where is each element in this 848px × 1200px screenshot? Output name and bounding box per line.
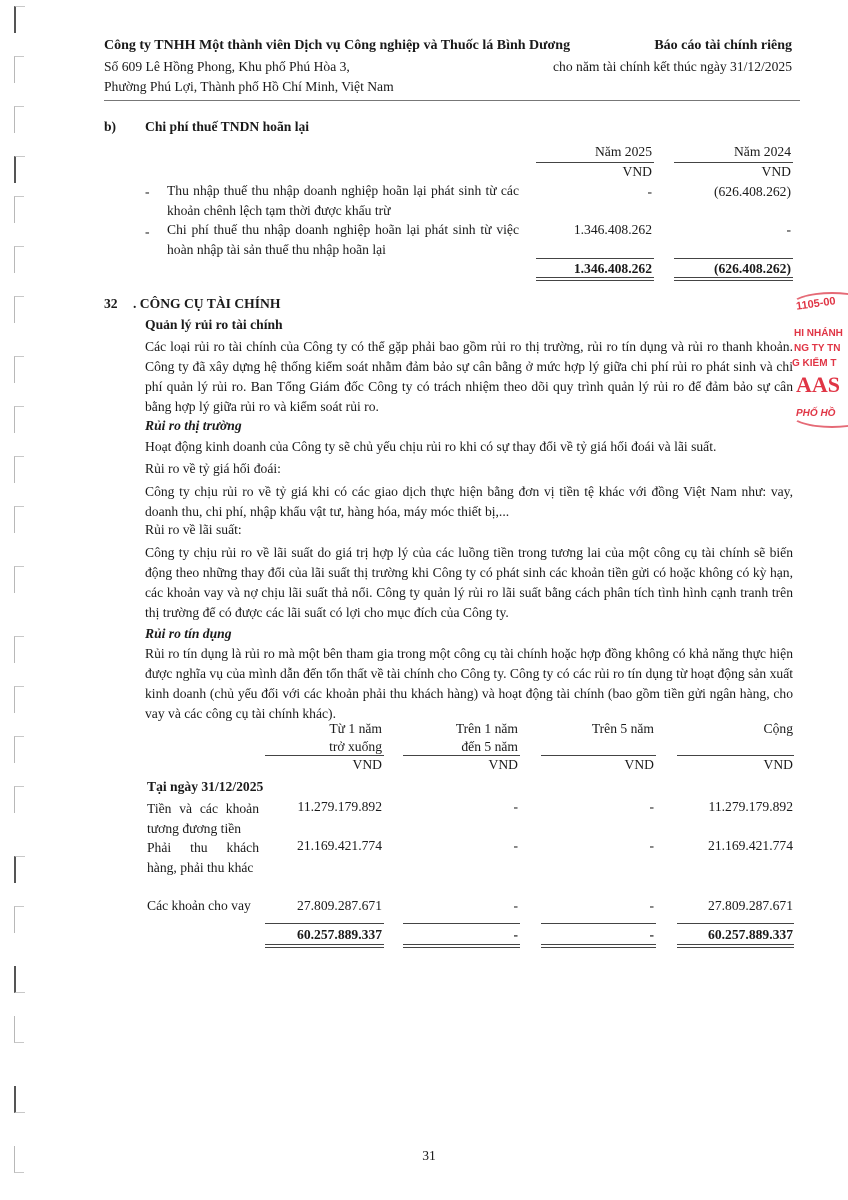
total-double-rule xyxy=(403,944,520,948)
col-header-underline xyxy=(536,162,654,163)
company-name: Công ty TNHH Một thành viên Dịch vụ Công nghiệp và Thuốc lá Bình Dương xyxy=(104,38,571,53)
total-total: 60.257.889.337 xyxy=(708,927,793,942)
binding-hole-mark xyxy=(14,636,24,663)
date-heading: Tại ngày 31/12/2025 xyxy=(147,779,264,794)
col-header-line: đến 5 năm xyxy=(461,739,518,754)
total-double-rule xyxy=(265,944,384,948)
section-b-label: b) xyxy=(104,119,117,134)
col-header-line: Trên 1 năm xyxy=(455,721,518,736)
company-address-line2: Phường Phú Lợi, Thành phố Hồ Chí Minh, Việt Nam xyxy=(104,79,394,94)
binding-hole-mark xyxy=(14,856,25,883)
stamp-text: 1105-00 xyxy=(795,295,837,313)
row-label-line: tương đương tiền xyxy=(147,821,242,836)
report-title: Báo cáo tài chính riêng xyxy=(654,38,792,53)
stamp-text: G KIỂM T xyxy=(792,358,837,369)
market-risk-paragraph: Hoạt động kinh doanh của Công ty sẽ chủ yếu chịu rủi ro khi có sự thay đổi về tỷ giá hối đoái và lãi suất. xyxy=(145,439,717,454)
section-32-number: 32 xyxy=(104,296,118,311)
unit-label: VND xyxy=(624,757,654,772)
cell-total: 11.279.179.892 xyxy=(708,799,793,814)
cell-1-to-5-years: - xyxy=(513,838,518,853)
col-header-2025: Năm 2025 xyxy=(594,144,652,159)
unit-2024: VND xyxy=(761,164,791,179)
col-header-underline xyxy=(265,755,384,756)
row-description: Thu nhập thuế thu nhập doanh nghiệp hoãn lại phát sinh từ các khoản chênh lệch tạm thời được khấu trừ xyxy=(167,183,519,218)
col-header-line: Cộng xyxy=(763,721,793,736)
col-header-underline xyxy=(677,755,794,756)
unit-label: VND xyxy=(763,757,793,772)
total-over-5-years: - xyxy=(649,927,654,942)
value-2025: - xyxy=(647,184,652,199)
binding-hole-mark xyxy=(14,736,24,763)
total-top-rule xyxy=(677,923,794,924)
total-up-to-1-year: 60.257.889.337 xyxy=(297,927,382,942)
row-label-line: Phải thu khách xyxy=(147,840,259,855)
header-divider xyxy=(104,100,800,101)
stamp-text: PHỐ HỒ xyxy=(796,408,836,419)
cell-up-to-1-year: 21.169.421.774 xyxy=(297,838,382,853)
col-header-2024: Năm 2024 xyxy=(733,144,791,159)
interest-rate-risk-heading: Rủi ro về lãi suất: xyxy=(145,522,242,537)
col-header-underline xyxy=(674,162,793,163)
auditor-stamp xyxy=(790,288,848,438)
binding-hole-mark xyxy=(14,456,24,483)
binding-hole-mark xyxy=(14,106,24,133)
row-label-line: Tiền và các khoản xyxy=(147,801,259,816)
fx-risk-heading: Rủi ro về tỷ giá hối đoái: xyxy=(145,461,281,476)
stamp-text: NG TY TN xyxy=(794,343,841,354)
binding-hole-mark xyxy=(14,196,24,223)
binding-hole-mark xyxy=(14,1086,25,1113)
stamp-text: HI NHÁNH xyxy=(794,328,843,339)
cell-total: 21.169.421.774 xyxy=(708,838,793,853)
row-label: Các khoản cho vay xyxy=(147,898,251,913)
col-header-over-5-years xyxy=(540,720,654,738)
unit-label: VND xyxy=(488,757,518,772)
col-header-total xyxy=(676,720,793,738)
section-b-title: Chi phí thuế TNDN hoãn lại xyxy=(145,119,310,134)
binding-hole-mark xyxy=(14,1016,24,1043)
page-number: 31 xyxy=(422,1148,436,1163)
cell-1-to-5-years: - xyxy=(513,898,518,913)
value-2024: (626.408.262) xyxy=(713,184,791,199)
binding-hole-mark xyxy=(14,246,24,273)
total-top-rule xyxy=(674,258,793,259)
binding-hole-mark xyxy=(14,56,24,83)
row-label xyxy=(147,799,259,839)
cell-over-5-years: - xyxy=(649,799,654,814)
col-header-line: trở xuống xyxy=(329,739,382,754)
stamp-text: AAS xyxy=(796,372,841,397)
binding-hole-mark xyxy=(14,6,25,33)
col-header-line: Từ 1 năm xyxy=(329,721,382,736)
binding-hole-mark xyxy=(14,686,24,713)
report-period: cho năm tài chính kết thúc ngày 31/12/2025 xyxy=(553,59,792,74)
market-risk-heading: Rủi ro thị trường xyxy=(145,418,242,433)
binding-hole-mark xyxy=(14,406,24,433)
value-2024: - xyxy=(786,222,791,237)
col-header-up-to-1-year xyxy=(264,720,382,756)
total-double-rule xyxy=(677,944,794,948)
section-32-title: . CÔNG CỤ TÀI CHÍNH xyxy=(133,296,281,311)
row-label xyxy=(147,838,259,878)
col-header-underline xyxy=(541,755,656,756)
row-bullet: - xyxy=(145,184,150,199)
risk-management-paragraph: Các loại rủi ro tài chính của Công ty có thể gặp phải bao gồm rủi ro thị trường, rủi ro tín dụng và rủi ro thanh khoản. Công ty đã xây dựng hệ thống kiểm soát nhằm đảm bảo sự cân bằng ở mức hợp lý giữa chi phí rủi ro phát sinh và chi phí quản lý rủi ro. Ban Tổng Giám đốc Công ty có trách nhiệm theo dõi quy trình quản lý rủi ro để đảm bảo sự cân bằng hợp lý giữa rủi ro và kiểm soát rủi ro. xyxy=(145,339,793,414)
col-header-underline xyxy=(403,755,520,756)
binding-hole-mark xyxy=(14,786,24,813)
binding-hole-mark xyxy=(14,356,24,383)
credit-risk-heading: Rủi ro tín dụng xyxy=(145,626,232,641)
credit-risk-paragraph: Rủi ro tín dụng là rủi ro mà một bên tham gia trong một công cụ tài chính hoặc hợp đồng không có khả năng thực hiện được nghĩa vụ của mình dẫn đến tổn thất về tài chính cho Công ty. Công ty có các rủi ro tín dụng từ hoạt động sản xuất kinh doanh (chủ yếu đối với các khoản phải thu khách hàng) và hoạt động tài chính (bao gồm tiền gửi ngân hàng, cho vay và các công cụ tài chính khác). xyxy=(145,646,793,721)
unit-2025: VND xyxy=(622,164,652,179)
total-top-rule xyxy=(265,923,384,924)
row-label-line: hàng, phải thu khác xyxy=(147,860,254,875)
cell-total: 27.809.287.671 xyxy=(708,898,793,913)
total-2025: 1.346.408.262 xyxy=(573,261,652,276)
cell-up-to-1-year: 11.279.179.892 xyxy=(297,799,382,814)
binding-hole-mark xyxy=(14,906,24,933)
binding-hole-mark xyxy=(14,296,24,323)
company-address-line1: Số 609 Lê Hồng Phong, Khu phố Phú Hòa 3, xyxy=(104,59,350,74)
row-description: Chi phí thuế thu nhập doanh nghiệp hoãn lại phát sinh từ việc hoàn nhập tài sản thuế thu nhập hoãn lại xyxy=(167,222,519,257)
binding-hole-mark xyxy=(14,1146,24,1173)
binding-hole-mark xyxy=(14,966,25,993)
col-header-line: Trên 5 năm xyxy=(591,721,654,736)
total-1-to-5-years: - xyxy=(513,927,518,942)
total-top-rule xyxy=(536,258,654,259)
interest-rate-risk-paragraph: Công ty chịu rủi ro về lãi suất do giá trị hợp lý của các luồng tiền trong tương lai của một công cụ tài chính sẽ biến động theo những thay đổi của lãi suất thị trường khi Công ty có phát sinh các khoản tiền gửi có hoặc không có kỳ hạn, các khoản vay và nợ chịu lãi suất thả nổi. Công ty quản lý rủi ro lãi suất bằng cách phân tích tình hình cạnh tranh trên thị trường để có được các lãi suất có lợi cho mục đích của Công ty. xyxy=(145,545,793,620)
binding-hole-mark xyxy=(14,506,24,533)
cell-over-5-years: - xyxy=(649,838,654,853)
total-top-rule xyxy=(403,923,520,924)
row-bullet: - xyxy=(145,224,150,239)
total-double-rule xyxy=(536,277,654,281)
unit-label: VND xyxy=(352,757,382,772)
total-2024: (626.408.262) xyxy=(713,261,791,276)
value-2025: 1.346.408.262 xyxy=(573,222,652,237)
binding-hole-mark xyxy=(14,566,24,593)
total-double-rule xyxy=(541,944,656,948)
fx-risk-paragraph: Công ty chịu rủi ro về tỷ giá khi có các giao dịch thực hiện bằng đơn vị tiền tệ khác với đồng Việt Nam như: vay, doanh thu, chi phí, nhập khẩu vật tư, hàng hóa, máy móc thiết bị,... xyxy=(145,484,793,519)
cell-up-to-1-year: 27.809.287.671 xyxy=(297,898,382,913)
cell-over-5-years: - xyxy=(649,898,654,913)
cell-1-to-5-years: - xyxy=(513,799,518,814)
risk-management-heading: Quản lý rủi ro tài chính xyxy=(145,317,283,332)
col-header-1-to-5-years xyxy=(400,720,518,756)
total-double-rule xyxy=(674,277,793,281)
total-top-rule xyxy=(541,923,656,924)
binding-hole-mark xyxy=(14,156,25,183)
